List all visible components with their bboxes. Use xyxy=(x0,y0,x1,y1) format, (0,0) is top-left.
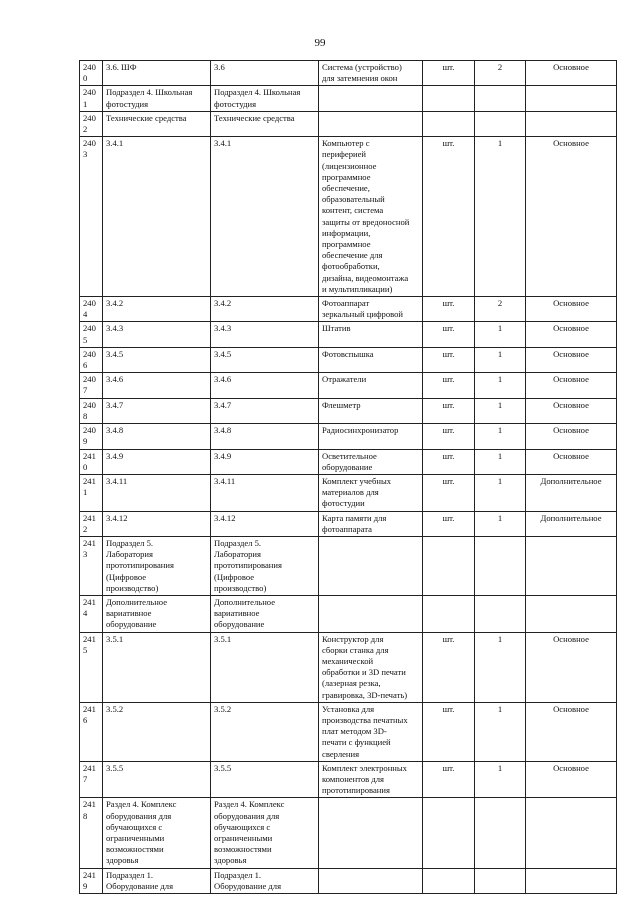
row-number-text: 2414 xyxy=(83,596,96,619)
row-number xyxy=(80,702,103,761)
unit-cell xyxy=(423,702,475,761)
code-cell-text: Технические средства xyxy=(214,112,295,123)
code-cell-text: 3.4.5 xyxy=(214,348,232,359)
equipment-type-cell xyxy=(526,702,617,761)
equipment-name-cell-text: Радиосинхронизатор xyxy=(322,425,399,436)
table-row xyxy=(80,373,617,398)
section-cell xyxy=(103,86,211,111)
code-cell-text: 3.4.6 xyxy=(214,374,232,385)
code-cell xyxy=(211,595,319,632)
row-number xyxy=(80,632,103,702)
equipment-name-cell xyxy=(319,632,423,702)
code-cell-text: 3.4.2 xyxy=(214,298,232,309)
table-row xyxy=(80,424,617,449)
code-cell xyxy=(211,798,319,868)
code-cell xyxy=(211,449,319,474)
table-row xyxy=(80,595,617,632)
quantity-cell xyxy=(475,398,526,423)
section-cell-text: Подраздел 1. Оборудование для xyxy=(106,869,174,891)
unit-cell-text: шт. xyxy=(442,762,455,773)
section-cell xyxy=(103,137,211,297)
table-row xyxy=(80,111,617,136)
code-cell xyxy=(211,536,319,595)
code-cell-text: 3.4.7 xyxy=(214,399,232,410)
row-number xyxy=(80,297,103,322)
equipment-type-cell xyxy=(526,798,617,868)
quantity-cell xyxy=(475,111,526,136)
row-number-text: 2412 xyxy=(83,512,96,534)
code-cell-text: 3.4.9 xyxy=(214,450,232,461)
equipment-name-cell xyxy=(319,702,423,761)
unit-cell xyxy=(423,322,475,347)
equipment-type-cell-text: Основное xyxy=(553,762,589,773)
section-cell xyxy=(103,373,211,398)
equipment-type-cell xyxy=(526,424,617,449)
row-number xyxy=(80,536,103,595)
section-cell-text: Раздел 4. Комплекс оборудования для обучающихся с ограниченными возможностями здоровья xyxy=(106,799,177,866)
unit-cell xyxy=(423,798,475,868)
row-number-text: 2415 xyxy=(83,633,96,655)
quantity-cell xyxy=(475,702,526,761)
unit-cell xyxy=(423,347,475,372)
row-number-text: 2413 xyxy=(83,537,96,560)
quantity-cell xyxy=(475,868,526,893)
unit-cell xyxy=(423,297,475,322)
code-cell xyxy=(211,61,319,86)
equipment-name-cell xyxy=(319,347,423,372)
unit-cell xyxy=(423,761,475,798)
row-number-text: 2406 xyxy=(83,348,96,371)
section-cell xyxy=(103,868,211,893)
code-cell xyxy=(211,111,319,136)
unit-cell-text: шт. xyxy=(442,450,455,461)
unit-cell xyxy=(423,536,475,595)
equipment-type-cell xyxy=(526,868,617,893)
table-row xyxy=(80,297,617,322)
section-cell-text: 3.4.12 xyxy=(106,512,128,523)
code-cell xyxy=(211,424,319,449)
row-number-text: 2416 xyxy=(83,703,96,725)
section-cell-text: 3.5.1 xyxy=(106,633,124,644)
unit-cell xyxy=(423,868,475,893)
section-cell-text: 3.6. ШФ xyxy=(106,62,137,72)
section-cell-text: 3.4.5 xyxy=(106,348,124,359)
row-number xyxy=(80,373,103,398)
equipment-type-cell-text: Основное xyxy=(553,62,589,72)
section-cell-text: 3.4.9 xyxy=(106,450,124,461)
section-cell-text: 3.4.3 xyxy=(106,323,124,334)
unit-cell xyxy=(423,511,475,536)
section-cell-text: 3.4.11 xyxy=(106,475,128,486)
section-cell xyxy=(103,322,211,347)
equipment-name-cell xyxy=(319,595,423,632)
row-number xyxy=(80,111,103,136)
row-number xyxy=(80,347,103,372)
code-cell xyxy=(211,347,319,372)
equipment-type-cell-text: Дополнительное xyxy=(540,475,602,486)
quantity-cell-text: 1 xyxy=(497,425,503,436)
row-number xyxy=(80,511,103,536)
table-row xyxy=(80,61,617,86)
unit-cell-text: шт. xyxy=(442,298,455,309)
equipment-name-cell xyxy=(319,111,423,136)
quantity-cell xyxy=(475,536,526,595)
row-number-text: 2405 xyxy=(83,323,96,345)
quantity-cell-text: 1 xyxy=(497,399,503,410)
code-cell-text: 3.5.1 xyxy=(214,633,232,644)
code-cell-text: Раздел 4. Комплекс оборудования для обучающихся с ограниченными возможностями здоровья xyxy=(214,799,285,866)
unit-cell xyxy=(423,424,475,449)
row-number-text: 2402 xyxy=(83,112,96,135)
equipment-name-cell-text: Фотоаппарат зеркальный цифровой xyxy=(322,298,404,320)
equipment-name-cell xyxy=(319,86,423,111)
quantity-cell xyxy=(475,424,526,449)
equipment-type-cell xyxy=(526,86,617,111)
code-cell-text: Подраздел 5. Лаборатория прототипирования (Цифровое производство) xyxy=(214,537,282,593)
equipment-type-cell xyxy=(526,61,617,86)
code-cell xyxy=(211,373,319,398)
row-number xyxy=(80,61,103,86)
equipment-type-cell-text: Основное xyxy=(553,703,589,714)
equipment-type-cell xyxy=(526,536,617,595)
section-cell xyxy=(103,297,211,322)
table-body xyxy=(80,61,617,894)
equipment-type-cell-text: Основное xyxy=(553,323,589,334)
equipment-type-cell-text: Дополнительное xyxy=(540,512,602,523)
section-cell xyxy=(103,761,211,798)
code-cell-text: Дополнительное вариативное оборудование xyxy=(214,596,276,630)
equipment-type-cell xyxy=(526,511,617,536)
row-number xyxy=(80,474,103,511)
section-cell-text: Подраздел 4. Школьная фотостудия xyxy=(106,87,193,109)
equipment-type-cell xyxy=(526,632,617,702)
quantity-cell xyxy=(475,347,526,372)
code-cell-text: 3.5.5 xyxy=(214,762,232,773)
code-cell xyxy=(211,86,319,111)
quantity-cell xyxy=(475,511,526,536)
section-cell-text: 3.4.8 xyxy=(106,425,124,436)
quantity-cell-text: 1 xyxy=(497,450,503,461)
quantity-cell xyxy=(475,761,526,798)
section-cell xyxy=(103,111,211,136)
quantity-cell-text: 2 xyxy=(497,298,503,309)
unit-cell-text: шт. xyxy=(442,62,455,72)
equipment-type-cell-text: Основное xyxy=(553,450,589,461)
quantity-cell-text: 1 xyxy=(497,323,503,334)
row-number-text: 2400 xyxy=(83,62,96,84)
code-cell-text: 3.4.11 xyxy=(214,475,236,486)
quantity-cell-text: 1 xyxy=(497,138,503,149)
code-cell-text: 3.6 xyxy=(214,62,225,72)
equipment-type-cell-text: Основное xyxy=(553,399,589,410)
unit-cell-text: шт. xyxy=(442,633,455,644)
section-cell-text: 3.4.6 xyxy=(106,374,124,385)
equipment-type-cell-text: Основное xyxy=(553,298,589,309)
row-number xyxy=(80,137,103,297)
section-cell xyxy=(103,536,211,595)
equipment-name-cell-text: Фотовспышка xyxy=(322,348,374,359)
table-row xyxy=(80,449,617,474)
code-cell-text: Подраздел 1. Оборудование для xyxy=(214,869,282,891)
code-cell xyxy=(211,137,319,297)
equipment-type-cell xyxy=(526,474,617,511)
code-cell xyxy=(211,511,319,536)
row-number-text: 2409 xyxy=(83,425,96,447)
row-number-text: 2401 xyxy=(83,87,96,109)
table-row xyxy=(80,347,617,372)
table-row xyxy=(80,474,617,511)
equipment-name-cell xyxy=(319,868,423,893)
row-number xyxy=(80,449,103,474)
unit-cell xyxy=(423,111,475,136)
equipment-name-cell-text: Система (устройство) для затемнения окон xyxy=(322,62,402,84)
unit-cell xyxy=(423,398,475,423)
table-row xyxy=(80,398,617,423)
code-cell xyxy=(211,398,319,423)
unit-cell-text: шт. xyxy=(442,512,455,523)
table-row xyxy=(80,798,617,868)
section-cell xyxy=(103,595,211,632)
quantity-cell-text: 1 xyxy=(497,348,503,359)
section-cell xyxy=(103,632,211,702)
code-cell-text: 3.5.2 xyxy=(214,703,232,714)
code-cell xyxy=(211,702,319,761)
code-cell xyxy=(211,297,319,322)
equipment-name-cell-text: Осветительное оборудование xyxy=(322,450,377,472)
equipment-type-cell xyxy=(526,398,617,423)
table-row xyxy=(80,511,617,536)
quantity-cell-text: 1 xyxy=(497,512,503,523)
unit-cell-text: шт. xyxy=(442,323,455,334)
section-cell-text: Подраздел 5. Лаборатория прототипирования (Цифровое производство) xyxy=(106,537,174,593)
row-number xyxy=(80,761,103,798)
equipment-name-cell xyxy=(319,373,423,398)
equipment-type-cell xyxy=(526,137,617,297)
unit-cell xyxy=(423,373,475,398)
table-row xyxy=(80,137,617,297)
quantity-cell xyxy=(475,61,526,86)
code-cell-text: 3.4.12 xyxy=(214,512,236,523)
quantity-cell-text: 1 xyxy=(497,703,503,714)
section-cell xyxy=(103,424,211,449)
quantity-cell xyxy=(475,322,526,347)
equipment-table xyxy=(79,60,617,894)
page-number: 99 xyxy=(314,37,326,49)
row-number xyxy=(80,398,103,423)
equipment-name-cell-text: Флешметр xyxy=(322,399,361,410)
unit-cell-text: шт. xyxy=(442,399,455,410)
equipment-type-cell xyxy=(526,373,617,398)
quantity-cell xyxy=(475,449,526,474)
quantity-cell xyxy=(475,632,526,702)
code-cell-text: 3.4.1 xyxy=(214,138,232,149)
row-number xyxy=(80,595,103,632)
section-cell-text: Технические средства xyxy=(106,112,187,123)
code-cell xyxy=(211,761,319,798)
equipment-type-cell xyxy=(526,297,617,322)
equipment-type-cell-text: Основное xyxy=(553,425,589,436)
section-cell xyxy=(103,347,211,372)
equipment-name-cell xyxy=(319,137,423,297)
unit-cell xyxy=(423,86,475,111)
quantity-cell-text: 1 xyxy=(497,633,503,644)
table-row xyxy=(80,702,617,761)
code-cell xyxy=(211,868,319,893)
row-number xyxy=(80,868,103,893)
section-cell-text: 3.4.2 xyxy=(106,298,124,309)
section-cell xyxy=(103,702,211,761)
equipment-name-cell-text: Компьютер с периферией (лицензионное программное обеспечение, образовательный контент, система защиты от вредоносной информации, программное обеспечение для фотообработки, дизайна, видеомонтажа и мультипликации) xyxy=(322,138,410,294)
code-cell xyxy=(211,632,319,702)
equipment-type-cell xyxy=(526,111,617,136)
unit-cell xyxy=(423,474,475,511)
table-row xyxy=(80,86,617,111)
code-cell-text: Подраздел 4. Школьная фотостудия xyxy=(214,87,301,109)
unit-cell xyxy=(423,61,475,86)
quantity-cell-text: 2 xyxy=(497,62,503,72)
equipment-name-cell xyxy=(319,536,423,595)
equipment-name-cell-text: Карта памяти для фотоаппарата xyxy=(322,512,387,534)
equipment-name-cell-text: Конструктор для сборки станка для механической обработки и 3D печати (лазерная резка, гравировка, 3D-печать) xyxy=(322,633,408,700)
quantity-cell xyxy=(475,297,526,322)
row-number-text: 2404 xyxy=(83,298,96,320)
quantity-cell-text: 1 xyxy=(497,475,503,486)
unit-cell xyxy=(423,595,475,632)
code-cell xyxy=(211,322,319,347)
row-number-text: 2403 xyxy=(83,138,96,160)
quantity-cell-text: 1 xyxy=(497,374,503,385)
table-row xyxy=(80,868,617,893)
section-cell xyxy=(103,398,211,423)
equipment-name-cell-text: Установка для производства печатных плат методом 3D- печати с функцией сверления xyxy=(322,703,408,759)
table-row xyxy=(80,322,617,347)
unit-cell-text: шт. xyxy=(442,425,455,436)
equipment-type-cell-text: Основное xyxy=(553,348,589,359)
equipment-name-cell xyxy=(319,424,423,449)
equipment-name-cell xyxy=(319,297,423,322)
row-number xyxy=(80,424,103,449)
section-cell xyxy=(103,61,211,86)
equipment-type-cell xyxy=(526,449,617,474)
row-number xyxy=(80,798,103,868)
equipment-name-cell-text: Штатив xyxy=(322,323,351,334)
row-number-text: 2410 xyxy=(83,450,96,472)
row-number xyxy=(80,322,103,347)
equipment-name-cell xyxy=(319,449,423,474)
quantity-cell xyxy=(475,595,526,632)
equipment-name-cell xyxy=(319,398,423,423)
equipment-name-cell xyxy=(319,61,423,86)
table-row xyxy=(80,632,617,702)
quantity-cell xyxy=(475,373,526,398)
row-number-text: 2407 xyxy=(83,374,96,396)
section-cell-text: 3.5.2 xyxy=(106,703,124,714)
equipment-name-cell xyxy=(319,761,423,798)
quantity-cell xyxy=(475,474,526,511)
table-row xyxy=(80,761,617,798)
equipment-type-cell-text: Основное xyxy=(553,374,589,385)
unit-cell xyxy=(423,137,475,297)
equipment-type-cell-text: Основное xyxy=(553,138,589,149)
equipment-type-cell xyxy=(526,322,617,347)
section-cell xyxy=(103,511,211,536)
equipment-type-cell xyxy=(526,761,617,798)
equipment-name-cell xyxy=(319,798,423,868)
section-cell-text: Дополнительное вариативное оборудование xyxy=(106,596,168,630)
code-cell-text: 3.4.8 xyxy=(214,425,232,436)
row-number xyxy=(80,86,103,111)
unit-cell-text: шт. xyxy=(442,348,455,359)
equipment-type-cell xyxy=(526,347,617,372)
equipment-name-cell-text: Отражатели xyxy=(322,374,367,385)
equipment-type-cell xyxy=(526,595,617,632)
quantity-cell xyxy=(475,798,526,868)
unit-cell xyxy=(423,632,475,702)
unit-cell-text: шт. xyxy=(442,138,455,149)
equipment-name-cell xyxy=(319,322,423,347)
equipment-name-cell-text: Комплект учебных материалов для фотостудии xyxy=(322,475,392,509)
code-cell xyxy=(211,474,319,511)
row-number-text: 2411 xyxy=(83,475,96,498)
section-cell-text: 3.4.1 xyxy=(106,138,124,149)
unit-cell-text: шт. xyxy=(442,703,455,714)
section-cell xyxy=(103,474,211,511)
unit-cell-text: шт. xyxy=(442,374,455,385)
unit-cell-text: шт. xyxy=(442,475,455,486)
section-cell-text: 3.5.5 xyxy=(106,762,124,773)
unit-cell xyxy=(423,449,475,474)
equipment-name-cell-text: Комплект электронных компонентов для прототипирования xyxy=(322,762,407,796)
equipment-name-cell xyxy=(319,474,423,511)
equipment-type-cell-text: Основное xyxy=(553,633,589,644)
quantity-cell xyxy=(475,137,526,297)
row-number-text: 2418 xyxy=(83,799,96,821)
table-row xyxy=(80,536,617,595)
code-cell-text: 3.4.3 xyxy=(214,323,232,334)
row-number-text: 2419 xyxy=(83,869,96,891)
quantity-cell xyxy=(475,86,526,111)
section-cell xyxy=(103,449,211,474)
section-cell-text: 3.4.7 xyxy=(106,399,124,410)
row-number-text: 2408 xyxy=(83,399,96,421)
row-number-text: 2417 xyxy=(83,762,96,784)
equipment-name-cell xyxy=(319,511,423,536)
section-cell xyxy=(103,798,211,868)
quantity-cell-text: 1 xyxy=(497,762,503,773)
